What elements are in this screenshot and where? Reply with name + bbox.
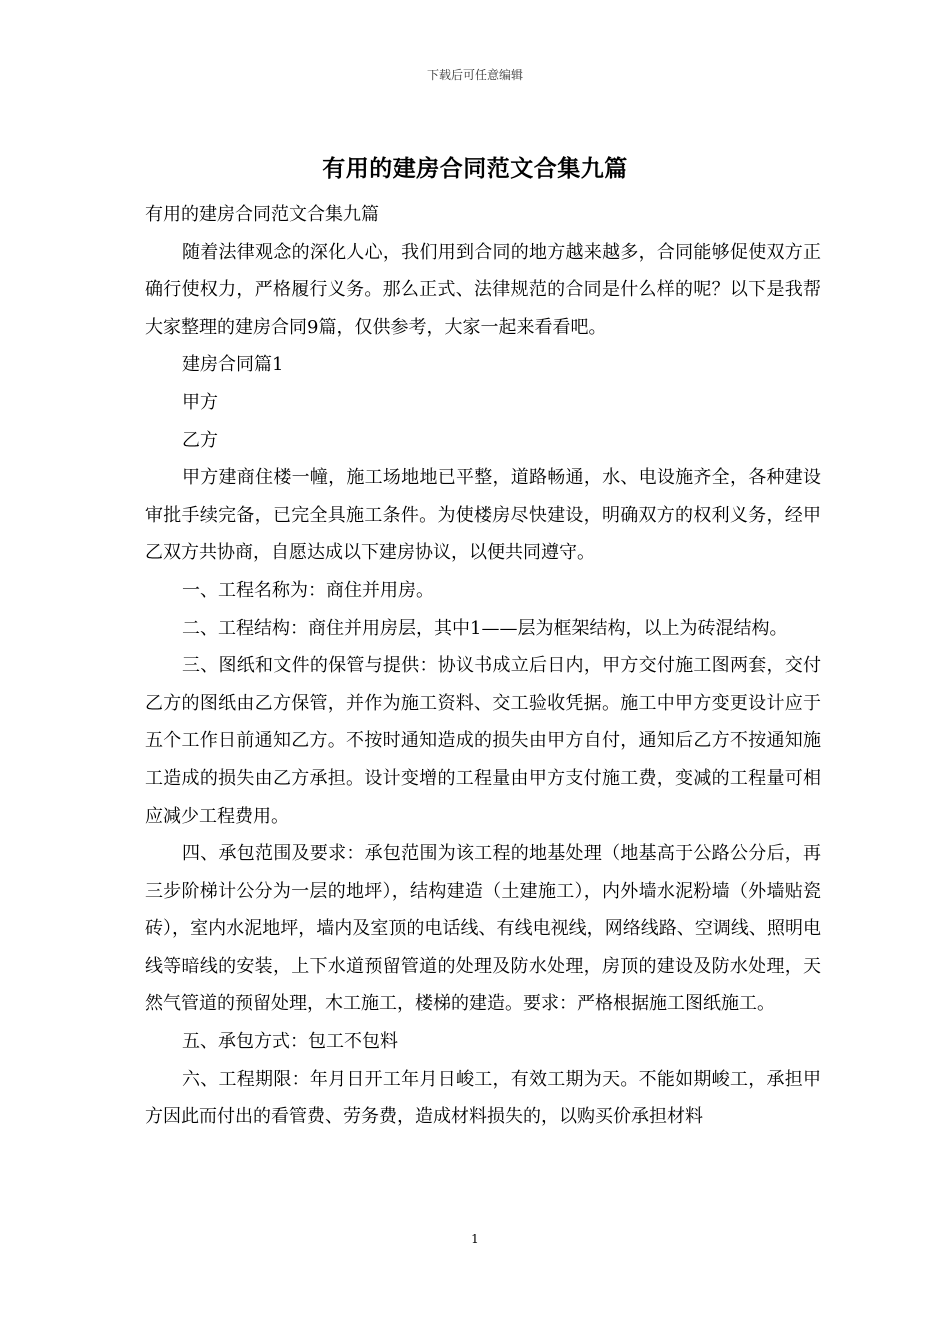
page-number: 1 (471, 1232, 479, 1246)
intro-paragraph: 随着法律观念的深化人心，我们用到合同的地方越来越多，合同能够促使双方正确行使权力，严格履行义务。那么正式、法律规范的合同是什么样的呢？以下是我帮大家整理的建房合同9篇，仅供参考，大家一起来看看吧。 (145, 241, 821, 338)
party-b-label: 乙方 (182, 429, 218, 451)
document-body (145, 196, 821, 1136)
clause-5: 五、承包方式：包工不包料 (182, 1031, 398, 1053)
clause-1: 一、工程名称为：商住并用房。 (182, 579, 434, 601)
page-header: 下载后可任意编辑 (426, 68, 523, 82)
party-a-label: 甲方 (182, 391, 218, 413)
clause-6: 六、工程期限：年月日开工年月日峻工，有效工期为天。不能如期峻工，承担甲方因此而付出的看管费、劳务费，造成材料损失的，以购买价承担材料 (145, 1068, 821, 1128)
clause-3: 三、图纸和文件的保管与提供：协议书成立后日内，甲方交付施工图两套，交付乙方的图纸由乙方保管，并作为施工资料、交工验收凭据。施工中甲方变更设计应于五个工作日前通知乙方。不按时通知造成的损失由甲方自付，通知后乙方不按通知施工造成的损失由乙方承担。设计变增的工程量由甲方支付施工费，变减的工程量可相应减少工程费用。 (145, 655, 821, 827)
clause-4: 四、承包范围及要求：承包范围为该工程的地基处理（地基高于公路公分后，再三步阶梯计公分为一层的地坪），结构建造（土建施工），内外墙水泥粉墙（外墙贴瓷砖），室内水泥地坪，墙内及室顶的电话线、有线电视线，网络线路、空调线、照明电线等暗线的安装，上下水道预留管道的处理及防水处理，房顶的建设及防水处理，天然气管道的预留处理，木工施工，楼梯的建造。要求：严格根据施工图纸施工。 (145, 843, 821, 1015)
subtitle-paragraph: 有用的建房合同范文合集九篇 (145, 204, 379, 225)
document-title: 有用的建房合同范文合集九篇 (322, 156, 628, 182)
preamble-paragraph: 甲方建商住楼一幢，施工场地地已平整，道路畅通，水、电设施齐全，各种建设审批手续完备，已完全具施工条件。为使楼房尽快建设，明确双方的权利义务，经甲乙双方共协商，自愿达成以下建房协议，以便共同遵守。 (145, 467, 821, 564)
clause-2: 二、工程结构：商住并用房层，其中1——层为框架结构，以上为砖混结构。 (182, 617, 788, 639)
section-heading-contract-1: 建房合同篇1 (182, 354, 284, 376)
